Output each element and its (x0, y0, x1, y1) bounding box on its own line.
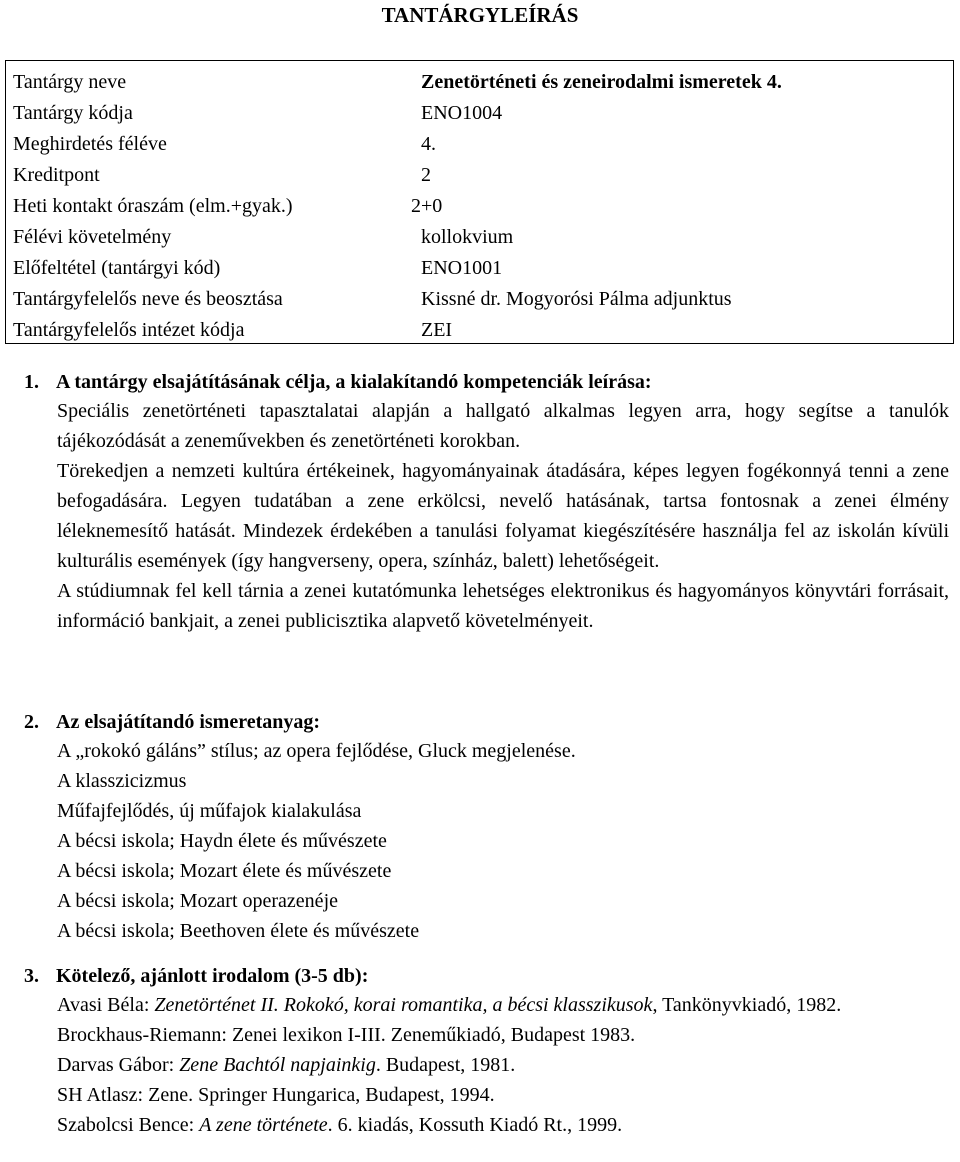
section-2-heading (24, 707, 320, 737)
reference-author: SH Atlasz: Zene. Springer Hungarica, Budapest, 1994. (57, 1084, 495, 1106)
info-label: Tantárgy neve (13, 71, 127, 93)
reference-item (57, 990, 949, 1020)
subject-info-table (5, 60, 954, 344)
reference-author: Szabolcsi Bence: (57, 1114, 200, 1136)
info-label: Előfeltétel (tantárgyi kód) (13, 257, 221, 279)
reference-title: A zene története (199, 1114, 328, 1136)
reference-title: Zene Bachtól napjainkig (179, 1054, 376, 1076)
info-value: 2+0 (411, 195, 443, 217)
info-value: kollokvium (421, 226, 514, 248)
reference-item (57, 1080, 949, 1110)
section-1-body (57, 396, 949, 636)
info-label: Tantárgyfelelős intézet kódja (13, 319, 245, 341)
section-3-heading (24, 961, 368, 991)
info-value: Kissné dr. Mogyorósi Pálma adjunktus (421, 288, 732, 310)
info-value: ENO1001 (421, 257, 503, 279)
paragraph: Törekedjen a nemzeti kultúra értékeinek, hagyományainak átadására, képes legyen fogékonnyá tenni a zene befogadására. Legyen tudatában a zene erkölcsi, nevelő hatásának, tartsa fontosnak a zenei élmény léleknemesítő hatását. Mindezek érdekében a tanulási folyamat kiegészítésére használja fel az iskolán kívüli kulturális események (így hangverseny, opera, színház, balett) lehetőségeit. (57, 460, 949, 572)
reference-item (57, 1110, 949, 1140)
paragraph: Speciális zenetörténeti tapasztalatai alapján a hallgató alkalmas legyen arra, hogy segítse a tanulók tájékozódását a zeneművekben és zenetörténeti korokban. (57, 400, 949, 452)
info-value: ENO1004 (421, 102, 503, 124)
section-1-heading (24, 367, 652, 397)
info-value: Zenetörténeti és zeneirodalmi ismeretek 4. (421, 71, 782, 93)
reference-item (57, 1020, 949, 1050)
info-label: Tantárgy kódja (13, 102, 133, 124)
section-title: Az elsajátítandó ismeretanyag: (56, 711, 321, 733)
reference-item (57, 1050, 949, 1080)
reference-author: Darvas Gábor: (57, 1054, 180, 1076)
list-item: A bécsi iskola; Beethoven élete és művészete (57, 920, 420, 942)
reference-title: Zenetörténet II. Rokokó, korai romantika, a bécsi klasszikusok (154, 994, 653, 1016)
list-item: A klasszicizmus (57, 770, 187, 792)
reference-details: . Budapest, 1981. (375, 1054, 516, 1076)
list-item: A bécsi iskola; Mozart operazenéje (57, 890, 338, 912)
info-value: 4. (421, 133, 436, 155)
section-number: 2. (24, 711, 39, 733)
reference-details: , Tankönyvkiadó, 1982. (652, 994, 842, 1016)
info-label: Kreditpont (13, 164, 100, 186)
reference-list (57, 990, 949, 1140)
section-title: A tantárgy elsajátításának célja, a kialakítandó kompetenciák leírása: (56, 371, 652, 393)
reference-author: Brockhaus-Riemann: Zenei lexikon I-III. Zeneműkiadó, Budapest 1983. (57, 1024, 636, 1046)
section-number: 1. (24, 371, 39, 393)
info-label: Tantárgyfelelős neve és beosztása (13, 288, 283, 310)
reference-details: . 6. kiadás, Kossuth Kiadó Rt., 1999. (327, 1114, 623, 1136)
reference-author: Avasi Béla: (57, 994, 155, 1016)
list-item: A bécsi iskola; Haydn élete és művészete (57, 830, 387, 852)
section-number: 3. (24, 965, 39, 987)
page-title: TANTÁRGYLEÍRÁS (381, 3, 579, 27)
section-title: Kötelező, ajánlott irodalom (3-5 db): (56, 965, 369, 987)
list-item: A „rokokó gáláns” stílus; az opera fejlődése, Gluck megjelenése. (57, 740, 576, 762)
topic-list (57, 736, 576, 946)
info-label: Meghirdetés féléve (13, 133, 167, 155)
list-item: Műfajfejlődés, új műfajok kialakulása (57, 800, 362, 822)
info-label: Heti kontakt óraszám (elm.+gyak.) (13, 195, 293, 217)
list-item: A bécsi iskola; Mozart élete és művészete (57, 860, 392, 882)
info-label: Félévi követelmény (13, 226, 172, 248)
info-value: ZEI (421, 319, 453, 341)
paragraph: A stúdiumnak fel kell tárnia a zenei kutatómunka lehetséges elektronikus és hagyományos könyvtári forrásait, információ bankjait, a zenei publicisztika alapvető követelményeit. (57, 580, 949, 632)
info-value: 2 (421, 164, 431, 186)
